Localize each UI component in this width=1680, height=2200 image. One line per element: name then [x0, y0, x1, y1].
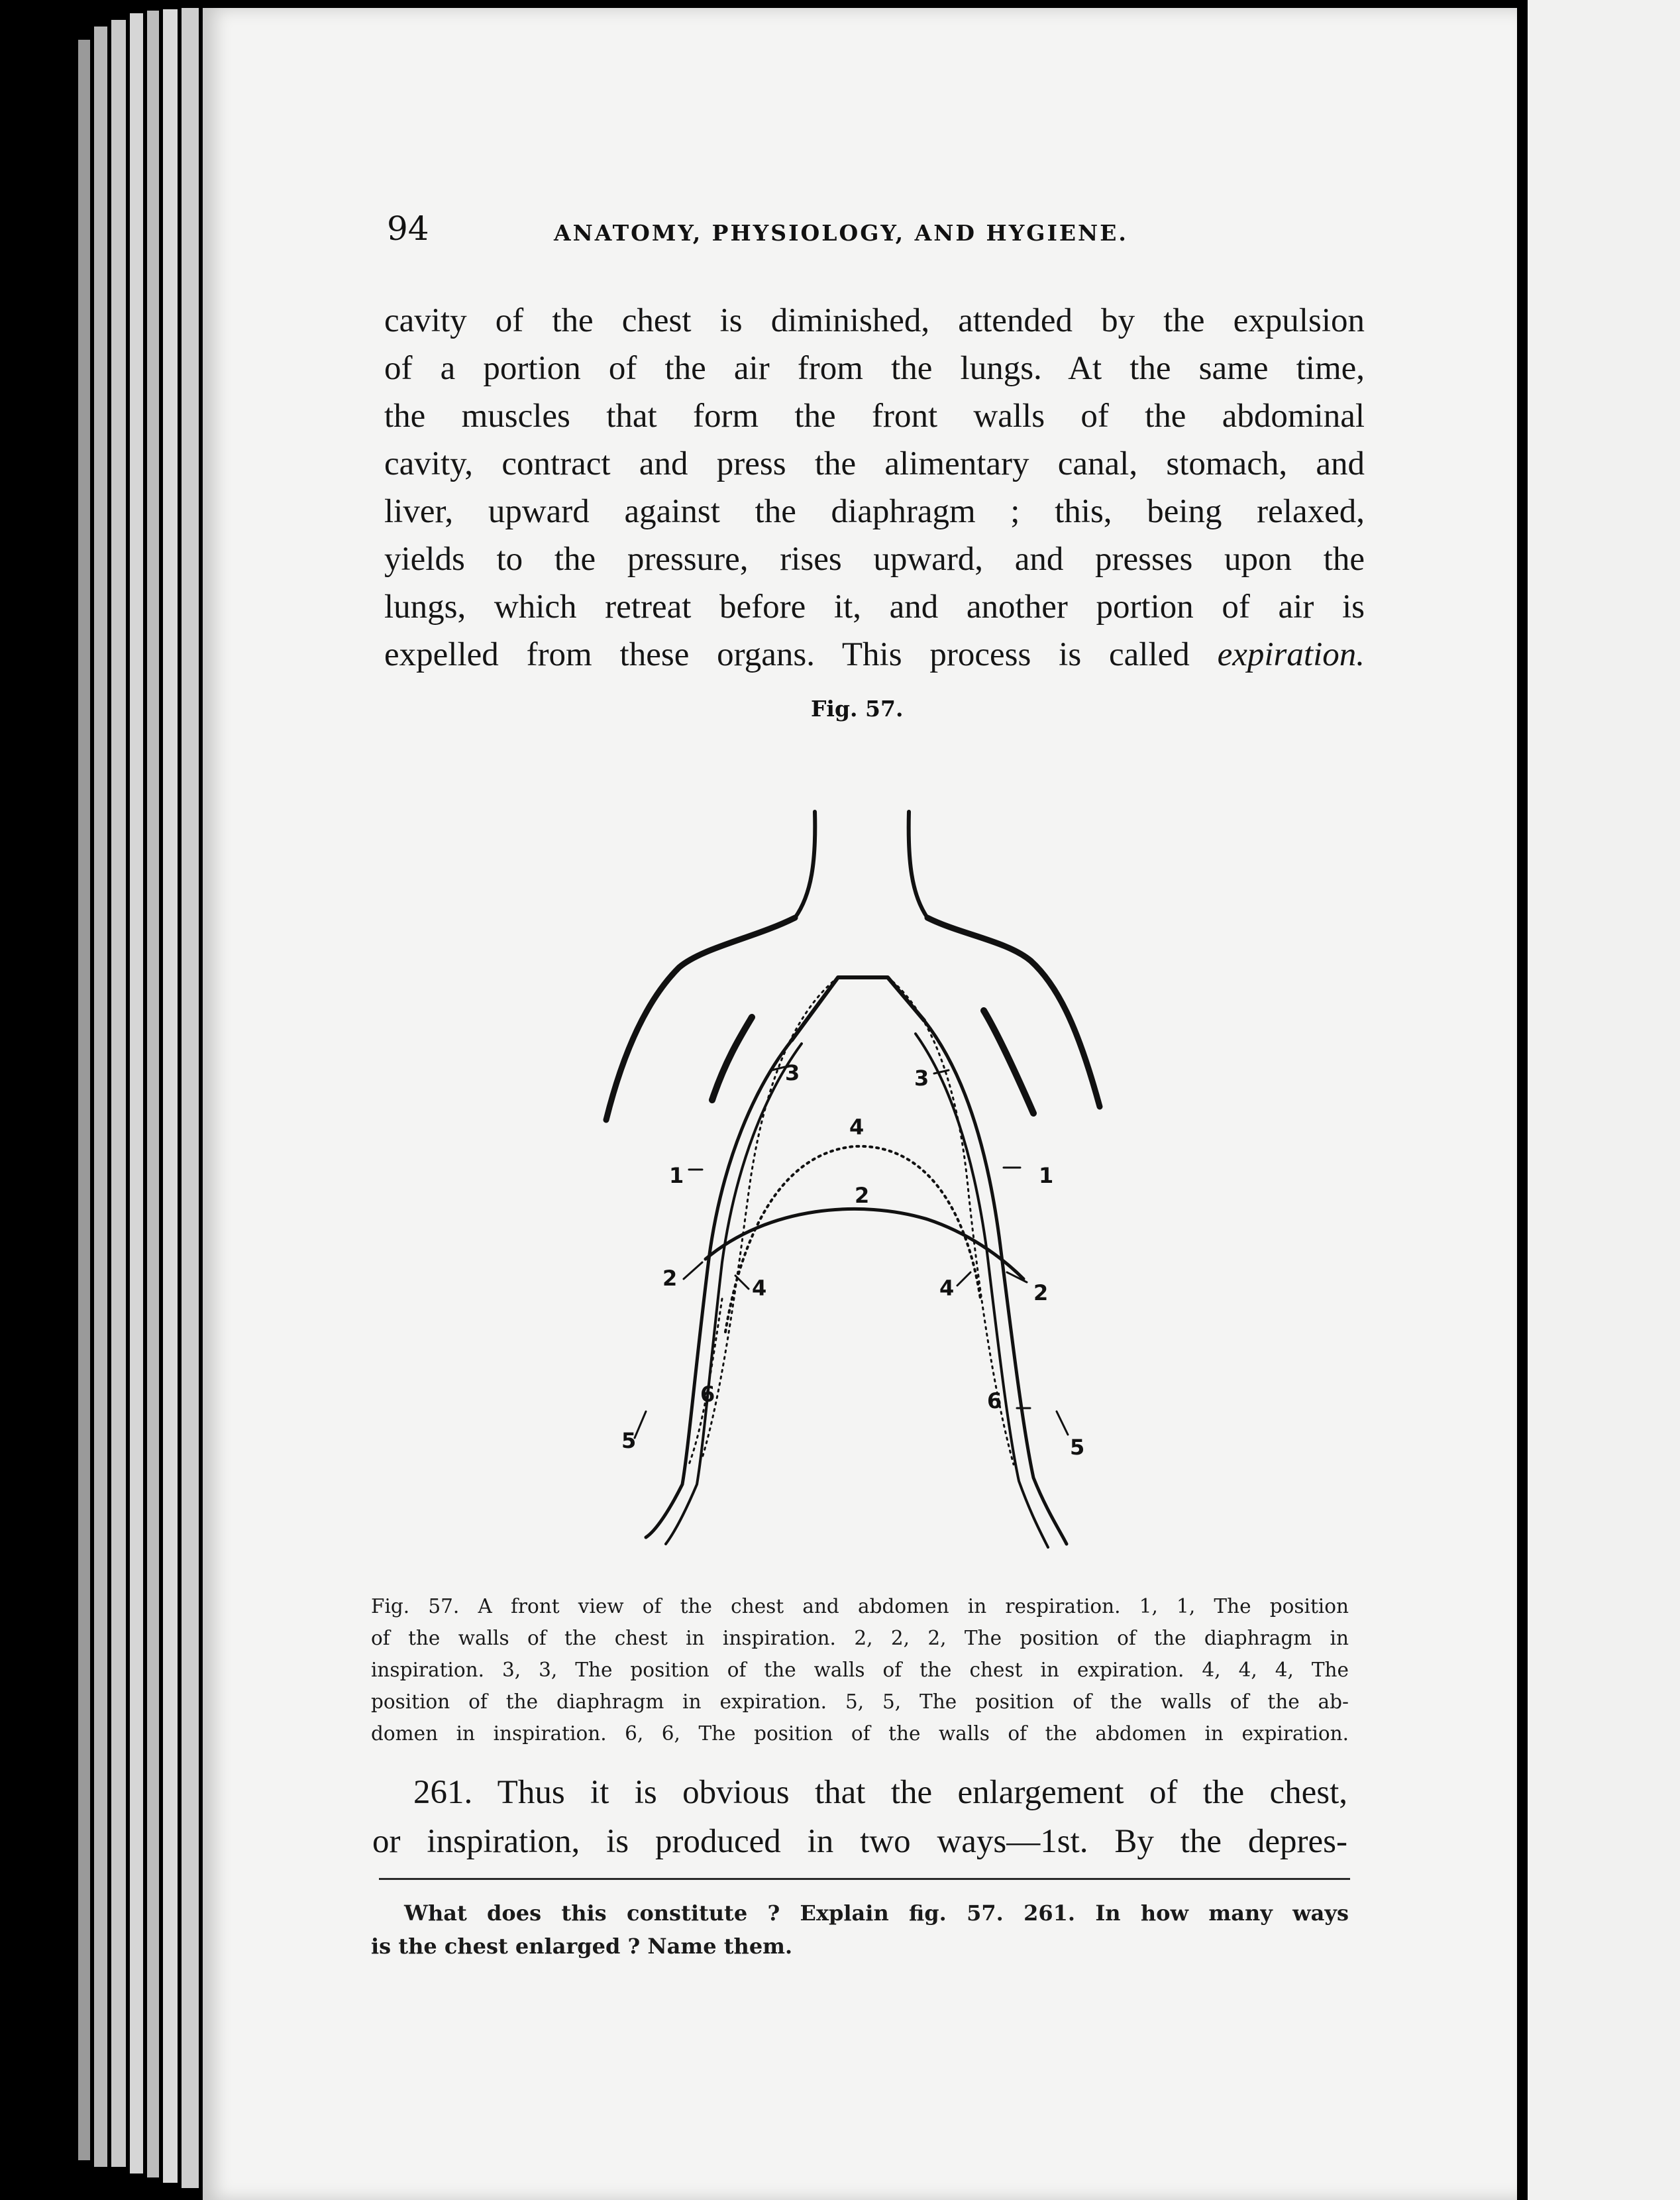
question-line: is the chest enlarged ? Name them.	[371, 1934, 793, 1959]
diaphragm-expiration	[725, 1146, 980, 1332]
caption-line: position of the diaphragm in expiration. 5, 5, The position of the walls of the ab-	[371, 1690, 1349, 1713]
figure-number-4-right: 4	[939, 1276, 955, 1301]
collarbone-right	[984, 1011, 1033, 1113]
footnote-divider	[379, 1878, 1350, 1880]
caption-line: inspiration. 3, 3, The position of the walls of the chest in expiration. 4, 4, 4, The	[371, 1659, 1349, 1681]
body-last-prefix: expelled from these organs. This process is called	[384, 636, 1218, 673]
shoulder-left-outline	[606, 918, 795, 1120]
caption-line: domen in inspiration. 6, 6, The position of the walls of the abdomen in expiration.	[371, 1722, 1349, 1745]
body-paragraph	[384, 297, 1365, 679]
body-line: liver, upward against the diaphragm ; this, being relaxed,	[384, 493, 1365, 530]
neck-right-outline	[909, 812, 927, 918]
diaphragm-inspiration	[706, 1209, 1024, 1279]
figure-number-6-left: 6	[700, 1382, 715, 1407]
body-line: cavity, contract and press the alimentary canal, stomach, and	[384, 445, 1365, 482]
pointer-4-left	[735, 1276, 749, 1289]
caption-line: Fig. 57. A front view of the chest and abdomen in respiration. 1, 1, The position	[371, 1595, 1349, 1618]
figure-number-3-right: 3	[914, 1066, 929, 1091]
pointer-5-right	[1057, 1411, 1068, 1435]
running-title: ANATOMY, PHYSIOLOGY, AND HYGIENE.	[554, 220, 1128, 246]
figure-label: Fig. 57.	[811, 696, 904, 722]
figure-number-5-left: 5	[621, 1428, 637, 1453]
neck-left-outline	[795, 812, 815, 918]
question-line: What does this constitute ? Explain fig. 57. 261. In how many ways	[404, 1900, 1349, 1926]
paragraph-line: 261. Thus it is obvious that the enlargement of the chest,	[413, 1774, 1347, 1811]
facing-page-edge	[1528, 0, 1680, 2200]
chest-wall-inspiration-right-inner	[916, 1034, 1048, 1547]
page-number: 94	[387, 209, 429, 248]
italic-term: expiration.	[1217, 636, 1365, 673]
shoulder-right-outline	[927, 918, 1100, 1107]
body-line: cavity of the chest is diminished, attended by the expulsion	[384, 302, 1365, 339]
running-head	[387, 209, 1248, 262]
paragraph-261	[372, 1768, 1347, 1866]
body-line: yields to the pressure, rises upward, and presses upon the	[384, 541, 1365, 578]
figure-number-5-right: 5	[1070, 1435, 1085, 1460]
figure-number-4-left: 4	[752, 1276, 767, 1301]
body-line: lungs, which retreat before it, and another portion of air is	[384, 588, 1365, 626]
collarbone-left	[712, 1017, 752, 1100]
figure-number-1-left: 1	[669, 1163, 684, 1188]
figure-number-2-left: 2	[662, 1266, 678, 1291]
figure-number-2-center: 2	[855, 1183, 870, 1208]
review-questions	[371, 1897, 1349, 1963]
paragraph-line: or inspiration, is produced in two ways—1st. By the depres-	[372, 1823, 1347, 1860]
chest-top-outline	[792, 977, 924, 1040]
respiration-figure	[596, 802, 1106, 1564]
pointer-4-right	[957, 1272, 971, 1286]
figure-number-2-right: 2	[1033, 1280, 1049, 1305]
figure-number-3-left: 3	[785, 1060, 800, 1085]
figure-number-6-right: 6	[987, 1388, 1002, 1413]
chest-wall-expiration-left	[702, 977, 838, 1458]
figure-number-4-center: 4	[849, 1115, 865, 1140]
figure-caption	[371, 1590, 1349, 1749]
body-line-last	[384, 631, 1365, 679]
body-line: the muscles that form the front walls of the abdominal	[384, 398, 1365, 435]
figure-number-1-right: 1	[1039, 1163, 1054, 1188]
body-line: of a portion of the air from the lungs. At the same time,	[384, 350, 1365, 387]
pointer-2-left	[684, 1262, 702, 1279]
caption-line: of the walls of the chest in inspiration. 2, 2, 2, The position of the diaphragm in	[371, 1627, 1349, 1649]
pointer-5-left	[635, 1411, 646, 1438]
